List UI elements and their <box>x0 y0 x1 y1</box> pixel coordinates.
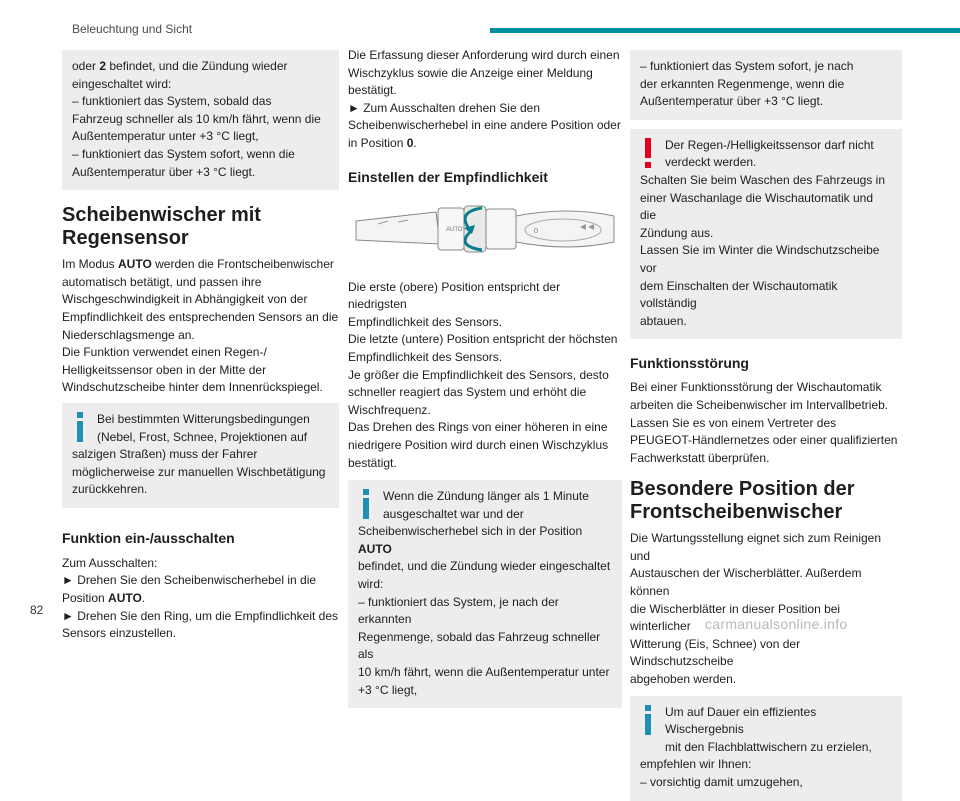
text-line: zurückkehren. <box>72 482 148 497</box>
bold-term: 0 <box>406 135 414 150</box>
off-position-label: 0 <box>534 227 538 235</box>
info-icon <box>640 705 656 735</box>
bold-term: AUTO <box>358 541 392 556</box>
info-note-blades <box>630 696 902 801</box>
text-line: – funktioniert das System, je nach der erkannten <box>358 594 559 627</box>
text-line: Fachwerkstatt überprüfen. <box>630 450 770 465</box>
column-3 <box>630 50 902 801</box>
text-line: eingeschaltet wird: <box>72 76 172 91</box>
text-line: Lassen Sie es von einem Vertreter des <box>630 415 837 430</box>
info-note-text <box>72 411 329 499</box>
text-line: – funktioniert das System sofort, wenn die <box>72 146 295 161</box>
text-line: Zum Ausschalten: <box>62 555 158 570</box>
heading-line: Besondere Position der <box>630 478 855 501</box>
text-line: PEUGEOT-Händlernetzes oder einer qualifizierten <box>630 433 898 448</box>
malfunction-paragraph <box>630 379 902 467</box>
text-line: Außentemperatur über +3 °C liegt. <box>640 94 824 109</box>
column-1 <box>62 50 339 643</box>
text-line: Je größer die Empfindlichkeit des Sensors, desto <box>348 367 609 382</box>
subheading-on-off: Funktion ein-/ausschalten <box>62 529 235 546</box>
text-line: Zündung aus. <box>640 225 714 240</box>
text-line: Die letzte (untere) Position entspricht der höchsten <box>348 332 618 347</box>
warning-note-text <box>640 137 892 331</box>
text-line: Die erste (obere) Position entspricht der niedrigsten <box>348 279 561 312</box>
auto-position-label: AUTO <box>446 226 463 233</box>
watermark: carmanualsonline.info <box>705 616 848 632</box>
info-note-text <box>358 488 612 699</box>
text-line: Empfindlichkeit des entsprechenden Sensors an die <box>62 309 339 324</box>
info-icon <box>358 489 374 519</box>
text-line: abtauen. <box>640 313 687 328</box>
text-line: einer Waschanlage die Wischautomatik und die <box>640 190 874 223</box>
text-line: bestätigt. <box>348 455 397 470</box>
continued-note-box <box>630 50 902 120</box>
subheading-malfunction: Funktionsstörung <box>630 355 749 372</box>
text-line: die Wischerblätter in dieser Position bei winterlicher <box>630 601 841 634</box>
text-line: Wischzyklus sowie die Anzeige einer Meldung <box>348 65 593 80</box>
text-line: in Position 0. <box>348 135 417 150</box>
text-line: ► Drehen Sie den Ring, um die Empfindlichkeit des <box>62 608 339 623</box>
text-line: Niederschlagsmenge an. <box>62 327 195 342</box>
text-line: niedrigere Position wird durch einen Wischzyklus <box>348 437 609 452</box>
text-line: ► Drehen Sie den Scheibenwischerhebel in die <box>62 573 317 588</box>
page-number: 82 <box>30 603 44 617</box>
subheading-sensitivity: Einstellen der Empfindlichkeit <box>348 168 548 185</box>
text-line: 10 km/h fährt, wenn die Außentemperatur unter <box>358 665 610 680</box>
text-line: mit den Flachblattwischern zu erzielen, <box>665 739 872 754</box>
text-line: der erkannten Regenmenge, wenn die <box>640 76 845 91</box>
info-icon <box>72 412 88 442</box>
text-line: Sensors einzustellen. <box>62 626 177 641</box>
chapter-color-bar <box>490 28 960 33</box>
text-line: Außentemperatur über +3 °C liegt. <box>72 164 256 179</box>
text-line: automatisch betätigt, und passen ihre <box>62 274 262 289</box>
info-note-text <box>640 704 892 792</box>
text-line: abgehoben werden. <box>630 672 737 687</box>
text-line: schneller reagiert das System und erhöht die <box>348 385 587 400</box>
continued-note-text <box>640 58 892 111</box>
text-line: Außentemperatur unter +3 °C liegt, <box>72 129 259 144</box>
text-line: Empfindlichkeit des Sensors. <box>348 314 503 329</box>
text-line: Die Funktion verwendet einen Regen-/ <box>62 345 267 360</box>
text-line: oder 2 befindet, und die Zündung wieder <box>72 59 288 73</box>
text-line: Position AUTO. <box>62 591 146 606</box>
text-line: Wischgeschwindigkeit in Abhängigkeit von der <box>62 292 308 307</box>
continued-note-box <box>62 50 339 190</box>
continued-note-text <box>72 58 329 181</box>
text-line: salzigen Straßen) muss der Fahrer <box>72 447 258 462</box>
text-line: ausgeschaltet war und der <box>383 506 524 521</box>
text-line: bestätigt. <box>348 83 397 98</box>
section-heading-special-position <box>630 478 902 524</box>
bold-term: 2 <box>99 59 107 73</box>
text-line: arbeiten die Scheibenwischer im Intervallbetrieb. <box>630 397 889 412</box>
section-heading-rain-sensor <box>62 204 339 250</box>
text-line: Fahrzeug schneller als 10 km/h fährt, wenn die <box>72 111 321 126</box>
chapter-title: Beleuchtung und Sicht <box>72 22 193 36</box>
sensitivity-paragraph <box>348 279 622 473</box>
wiper-stalk-illustration <box>348 194 622 264</box>
bold-term: AUTO <box>108 591 142 606</box>
rain-sensor-paragraph <box>62 256 339 397</box>
special-position-paragraph <box>630 530 902 688</box>
text-line: Witterung (Eis, Schnee) von der Windschutzscheibe <box>630 636 801 669</box>
text-line: Empfindlichkeit des Sensors. <box>348 349 503 364</box>
text-line: Schalten Sie beim Waschen des Fahrzeugs in <box>640 172 886 187</box>
text-line: Die Erfassung dieser Anforderung wird durch einen <box>348 48 620 62</box>
bold-term: AUTO <box>118 257 152 272</box>
text-line: Lassen Sie im Winter die Windschutzscheibe vor <box>640 243 880 275</box>
text-line: verdeckt werden. <box>665 155 757 170</box>
text-line: Regenmenge, sobald das Fahrzeug schneller als <box>358 629 601 662</box>
info-note-weather <box>62 403 339 508</box>
text-line: Im Modus AUTO werden die Frontscheibenwischer <box>62 257 334 272</box>
text-line: Scheibenwischerhebel in eine andere Position oder <box>348 118 621 133</box>
text-line: empfehlen wir Ihnen: <box>640 757 752 772</box>
heading-line: Regensensor <box>62 227 189 250</box>
text-line: Austauschen der Wischerblätter. Außerdem können <box>630 566 862 599</box>
text-line: befindet, und die Zündung wieder eingeschaltet <box>358 559 611 574</box>
on-off-paragraph <box>62 555 339 643</box>
text-line: Das Drehen des Rings von einer höheren in eine <box>348 420 608 435</box>
info-note-ignition <box>348 480 622 708</box>
text-line: Die Wartungsstellung eignet sich zum Reinigen und <box>630 531 882 563</box>
text-line: ► Zum Ausschalten drehen Sie den <box>348 100 540 115</box>
text-line: Helligkeitssensor oben in der Mitte der <box>62 362 267 377</box>
text-line: wird: <box>358 577 384 592</box>
text-line: möglicherweise zur manuellen Wischbetätigung <box>72 464 326 479</box>
text-line: – funktioniert das System sofort, je nach <box>640 59 854 73</box>
heading-line: Frontscheibenwischer <box>630 501 843 524</box>
text-line: Um auf Dauer ein effizientes Wischergebnis <box>665 704 817 737</box>
text-line: Windschutzscheibe hinter dem Innenrückspiegel. <box>62 380 323 395</box>
text-line: Wenn die Zündung länger als 1 Minute <box>383 489 589 504</box>
text-line: dem Einschalten der Wischautomatik vollständig <box>640 278 838 311</box>
confirmation-paragraph <box>348 47 622 153</box>
text-line: Bei einer Funktionsstörung der Wischautomatik <box>630 380 882 395</box>
text-line: – vorsichtig damit umzugehen, <box>640 775 803 789</box>
text-line: – funktioniert das System, sobald das <box>72 94 272 109</box>
text-line: +3 °C liegt, <box>358 682 418 697</box>
warning-note-sensor <box>630 129 902 340</box>
column-2 <box>348 50 622 708</box>
text-line: (Nebel, Frost, Schnee, Projektionen auf <box>97 429 308 444</box>
text-line: Wischfrequenz. <box>348 402 431 417</box>
text-line: Der Regen-/Helligkeitssensor darf nicht <box>665 137 874 152</box>
text-line: Bei bestimmten Witterungsbedingungen <box>97 411 310 426</box>
warning-icon <box>640 138 656 168</box>
heading-line: Scheibenwischer mit <box>62 204 261 227</box>
text-line: Scheibenwischerhebel sich in der Position AUTO <box>358 524 583 556</box>
